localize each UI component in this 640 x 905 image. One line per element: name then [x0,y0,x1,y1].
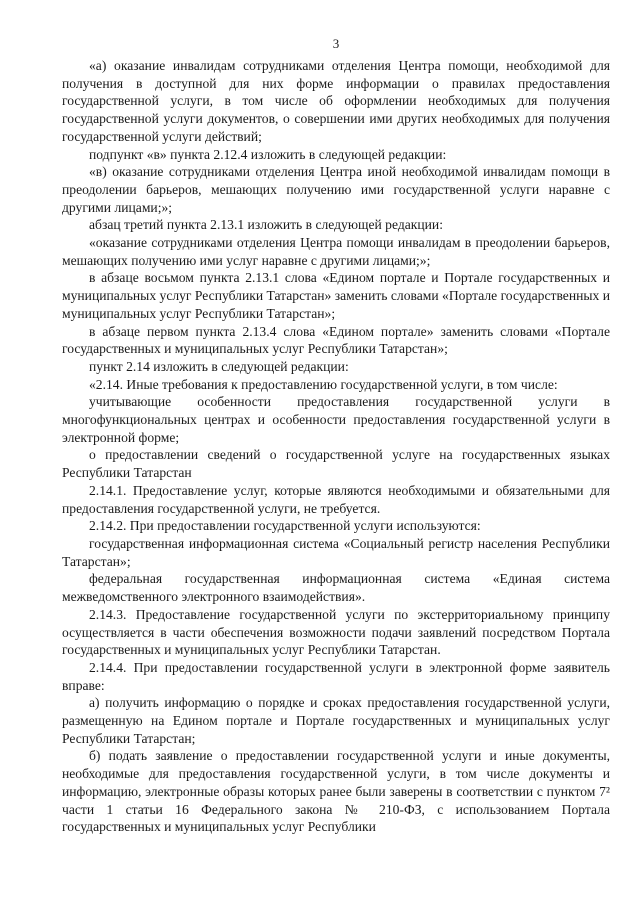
paragraph-2-14: «2.14. Иные требования к предоставлению государственной услуги, в том числе: [89,376,558,392]
paragraph-2-14-intro: пункт 2.14 изложить в следующей редакции: [89,358,349,374]
paragraph-2-13-1-third: абзац третий пункта 2.13.1 изложить в следующей редакции: [89,217,443,233]
paragraph-smev: федеральная государственная информационная система «Единая система межведомственного электронного взаимодействия». [62,571,610,605]
paragraph-subpoint-v: подпункт «в» пункта 2.12.4 изложить в следующей редакции: [89,146,447,162]
paragraph-languages: о предоставлении сведений о государственной услуге на государственных языках Республики Татарстан [62,447,610,481]
paragraph-2-14-3: 2.14.3. Предоставление государственной услуги по экстерриториальному принципу осуществляется в части обеспечения возможности подачи заявлений посредством Портала государственных и муниципальных услуг Республики Татарстан. [62,606,610,658]
paragraph-a-assistance: «а) оказание инвалидам сотрудниками отделения Центра помощи, необходимой для получения в доступной для них форме информации о правилах предоставления государственной услуги, в том числе об оформлении необходимых для получения государственной услуги документов, о совершении ими других необходимых для получения государственной услуги действий; [62,58,610,144]
paragraph-social-register: государственная информационная система «Социальный регистр населения Республики Татарстан»; [62,535,610,569]
paragraph-2-14-4: 2.14.4. При предоставлении государственной услуги в электронной форме заявитель вправе: [62,659,610,693]
paragraph-item-a: а) получить информацию о порядке и сроках предоставления государственной услуги, размещенную на Едином портале и Портале государственных и муниципальных услуг Республики Татарстан; [62,695,610,746]
paragraph-v-assistance: «в) оказание сотрудниками отделения Центра иной необходимой инвалидам помощи в преодолении барьеров, мешающих получению ими государственной услуги наравне с другими лицами;»; [62,164,610,215]
paragraph-2-14-2: 2.14.2. При предоставлении государственной услуги используются: [89,518,481,534]
paragraph-2-13-1-eighth: в абзаце восьмом пункта 2.13.1 слова «Едином портале и Портале государственных и муниципальных услуг Республики Татарстан» заменить словами «Портале государственных и муниципальных услуг Республики Татарстан»; [62,270,610,321]
paragraph-assistance-barriers: «оказание сотрудниками отделения Центра помощи инвалидам в преодолении барьеров, мешающих получению ими услуг наравне с другими лицами;»; [62,235,610,268]
paragraph-2-14-1: 2.14.1. Предоставление услуг, которые являются необходимыми и обязательными для предоставления государственной услуги, не требуется. [62,482,610,516]
paragraph-item-b: б) подать заявление о предоставлении государственной услуги и иные документы, необходимые для предоставления государственной услуги, в том числе документы и информацию, электронные образы которых ранее были заверены в соответствии с пунктом 7² части 1 статьи 16 Федерального закона № 210-ФЗ, с использованием Портала государственных и муниципальных услуг Республики [62,748,610,835]
paragraph-mfc-features: учитывающие особенности предоставления государственной услуги в многофункциональных центрах и особенности предоставления государственной услуги в электронной форме; [62,394,610,445]
paragraph-2-13-4-first: в абзаце первом пункта 2.13.4 слова «Едином портале» заменить словами «Портале государственных и муниципальных услуг Республики Татарстан»; [62,323,610,357]
page-number: 3 [332,36,340,51]
